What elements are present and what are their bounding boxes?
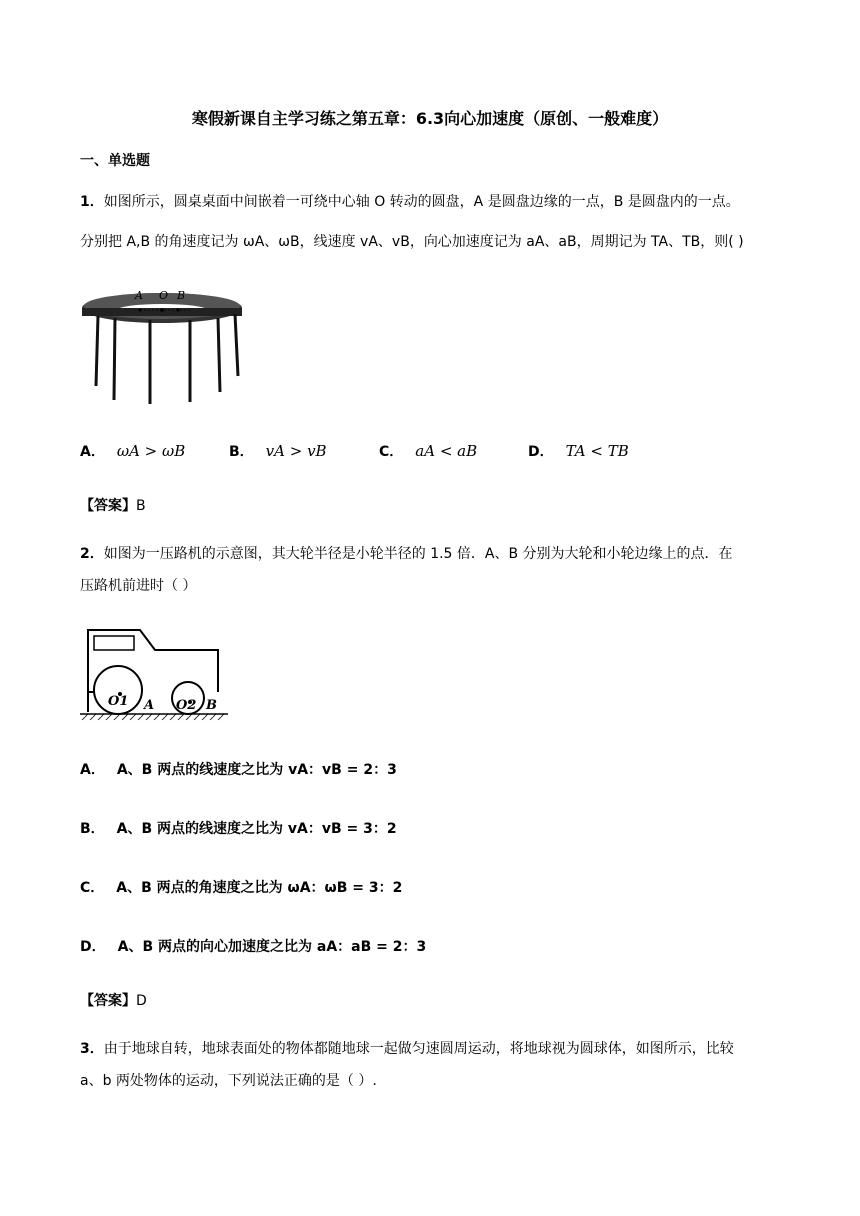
q3-text-line1: 由于地球自转，地球表面处的物体都随地球一起做匀速圆周运动，将地球视为圆球体，如图所示，比较 [103,1041,734,1057]
q2-text-line2: 压路机前进时（ ） [80,578,197,594]
q1-answer: 【答案】B [80,498,146,514]
q1-option-b: B． vA > vB [229,442,327,460]
q2-number: 2． [80,546,104,562]
q1-text-line2: 分别把 A,B 的角速度记为 ωA、ωB，线速度 vA、vB，向心加速度记为 aA、aB，周期记为 TA、TB，则( ) [80,234,744,250]
roller-label-b: B [206,698,217,713]
page-title: 寒假新课自主学习练之第五章：6.3向心加速度（原创、一般难度） [191,109,669,128]
q2-text-line1: 如图为一压路机的示意图，其大轮半径是小轮半径的 1.5 倍．A、B 分别为大轮和小轮边缘上的点．在 [103,546,733,562]
q1-option-c: C． aA < aB [379,442,478,460]
table-label-b: B [177,289,186,302]
roller-label-o2: O2 [176,698,197,713]
q2-option-d: D． A、B 两点的向心加速度之比为 aA：aB = 2：3 [80,939,427,955]
q1-text-line1: 如图所示，圆桌桌面中间嵌着一可绕中心轴 O 转动的圆盘，A 是圆盘边缘的一点，B 是圆盘内的一点。 [103,194,740,210]
roller-label-o1: O1 [108,694,129,709]
round-table-figure [80,288,250,408]
q2-answer: 【答案】D [80,993,147,1009]
q3-number: 3． [80,1041,104,1057]
q1-option-d: D． TA < TB [528,442,629,460]
table-label-o: O [159,289,169,302]
q2-option-a: A． A、B 两点的线速度之比为 vA：vB = 2：3 [80,762,397,778]
q3-text-line2: a、b 两处物体的运动，下列说法正确的是（ ）. [80,1073,377,1089]
section-heading: 一、单选题 [80,153,150,169]
q2-option-b: B． A、B 两点的线速度之比为 vA：vB = 3：2 [80,821,397,837]
roller-label-a: A [144,698,155,713]
q2-option-c: C． A、B 两点的角速度之比为 ωA：ωB = 3：2 [80,880,403,896]
q2-line1 [80,544,733,564]
q1-line1 [80,192,740,212]
q3-line1 [80,1039,734,1059]
q1-number: 1． [80,194,104,210]
table-label-a: A [135,289,143,302]
q1-option-a: A． ωA > ωB [80,442,186,460]
